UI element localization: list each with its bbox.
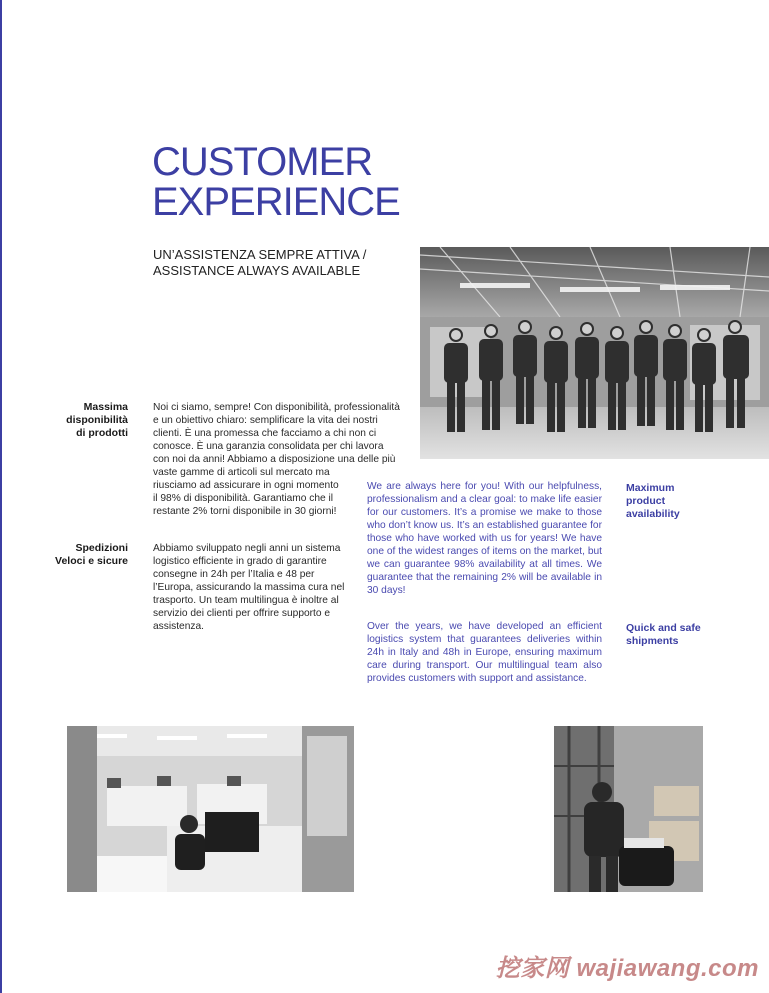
page-title	[152, 142, 400, 222]
it-text-line: logistico efficiente in grado di garantire	[153, 556, 327, 567]
it-label-shipping	[18, 542, 128, 568]
en-label-shipping	[626, 622, 701, 648]
it-text-line: con noi da anni! Abbiamo a disposizione una delle più	[153, 454, 396, 465]
en-text-availability: We are always here for you! With our helpfulness, professionalism and a clear goal: to make life easier for our customers. It’s a promise we make to those who don’t know us. It’s an established guarantee for those who have worked with us for years! We have one of the widest ranges of items on the market, but we can guarantee 98% availability at all times. We guarantee that the remaining 2% will be available in 30 days!	[367, 481, 602, 596]
it-text-line: riusciamo ad assicurare in ogni momento	[153, 480, 339, 491]
it-label-line: disponibilità	[66, 414, 128, 426]
it-label-line: Spedizioni	[75, 542, 128, 554]
page-subtitle	[153, 247, 366, 279]
it-text-line: consegne in 24h per l’Italia e 48 per	[153, 569, 315, 580]
it-label-line: Veloci e sicure	[55, 555, 128, 567]
team-photo	[420, 247, 769, 459]
it-text-line: e un obiettivo chiaro: semplificare la vita dei nostri	[153, 415, 378, 426]
en-label-line: product	[626, 495, 666, 507]
it-label-line: di prodotti	[76, 427, 128, 439]
en-text-shipping: Over the years, we have developed an efficient logistics system that guarantees deliveries within 24h in Italy and 48h in Europe, ensuring maximum care during transport. Our multilingual team also provides customers with support and assistance.	[367, 621, 602, 684]
it-text-line: l’Europa, assicurando la massima cura nel	[153, 582, 345, 593]
it-text-line: il 98% di disponibilità. Garantiamo che il	[153, 493, 334, 504]
it-label-line: Massima	[83, 401, 128, 413]
warehouse-photo	[554, 726, 703, 892]
page-left-rule	[0, 0, 2, 993]
it-text-shipping	[153, 542, 351, 633]
it-label-availability	[18, 401, 128, 440]
it-text-line: restante 2% torni disponibile in 30 giorni!	[153, 506, 337, 517]
it-text-line: conosce. È una garanzia consolidata per chi lavora	[153, 441, 384, 452]
it-text-line: Noi ci siamo, sempre! Con disponibilità, professionalità	[153, 402, 400, 413]
it-text-line: Abbiamo sviluppato negli anni un sistema	[153, 543, 341, 554]
office-photo	[67, 726, 354, 892]
en-label-availability	[626, 482, 680, 521]
it-text-line: clienti. È una promessa che facciamo a chi non ci	[153, 428, 377, 439]
en-label-line: availability	[626, 508, 680, 520]
en-label-line: shipments	[626, 635, 679, 647]
en-label-line: Maximum	[626, 482, 675, 494]
it-text-line: assistenza.	[153, 621, 204, 632]
it-text-line: servizio dei clienti per offrire supporto e	[153, 608, 331, 619]
page-title-line-1: CUSTOMER	[152, 140, 373, 184]
en-label-line: Quick and safe	[626, 622, 701, 634]
watermark: 挖家网 wajiawang.com	[495, 955, 759, 982]
it-text-line: vaste gamme di articoli sul mercato ma	[153, 467, 330, 478]
page-title-line-2: EXPERIENCE	[152, 180, 400, 224]
it-text-line: trasporto. Un team multilingua è inoltre al	[153, 595, 339, 606]
subtitle-line-1: UN’ASSISTENZA SEMPRE ATTIVA /	[153, 247, 367, 262]
subtitle-line-2: ASSISTANCE ALWAYS AVAILABLE	[153, 263, 361, 278]
